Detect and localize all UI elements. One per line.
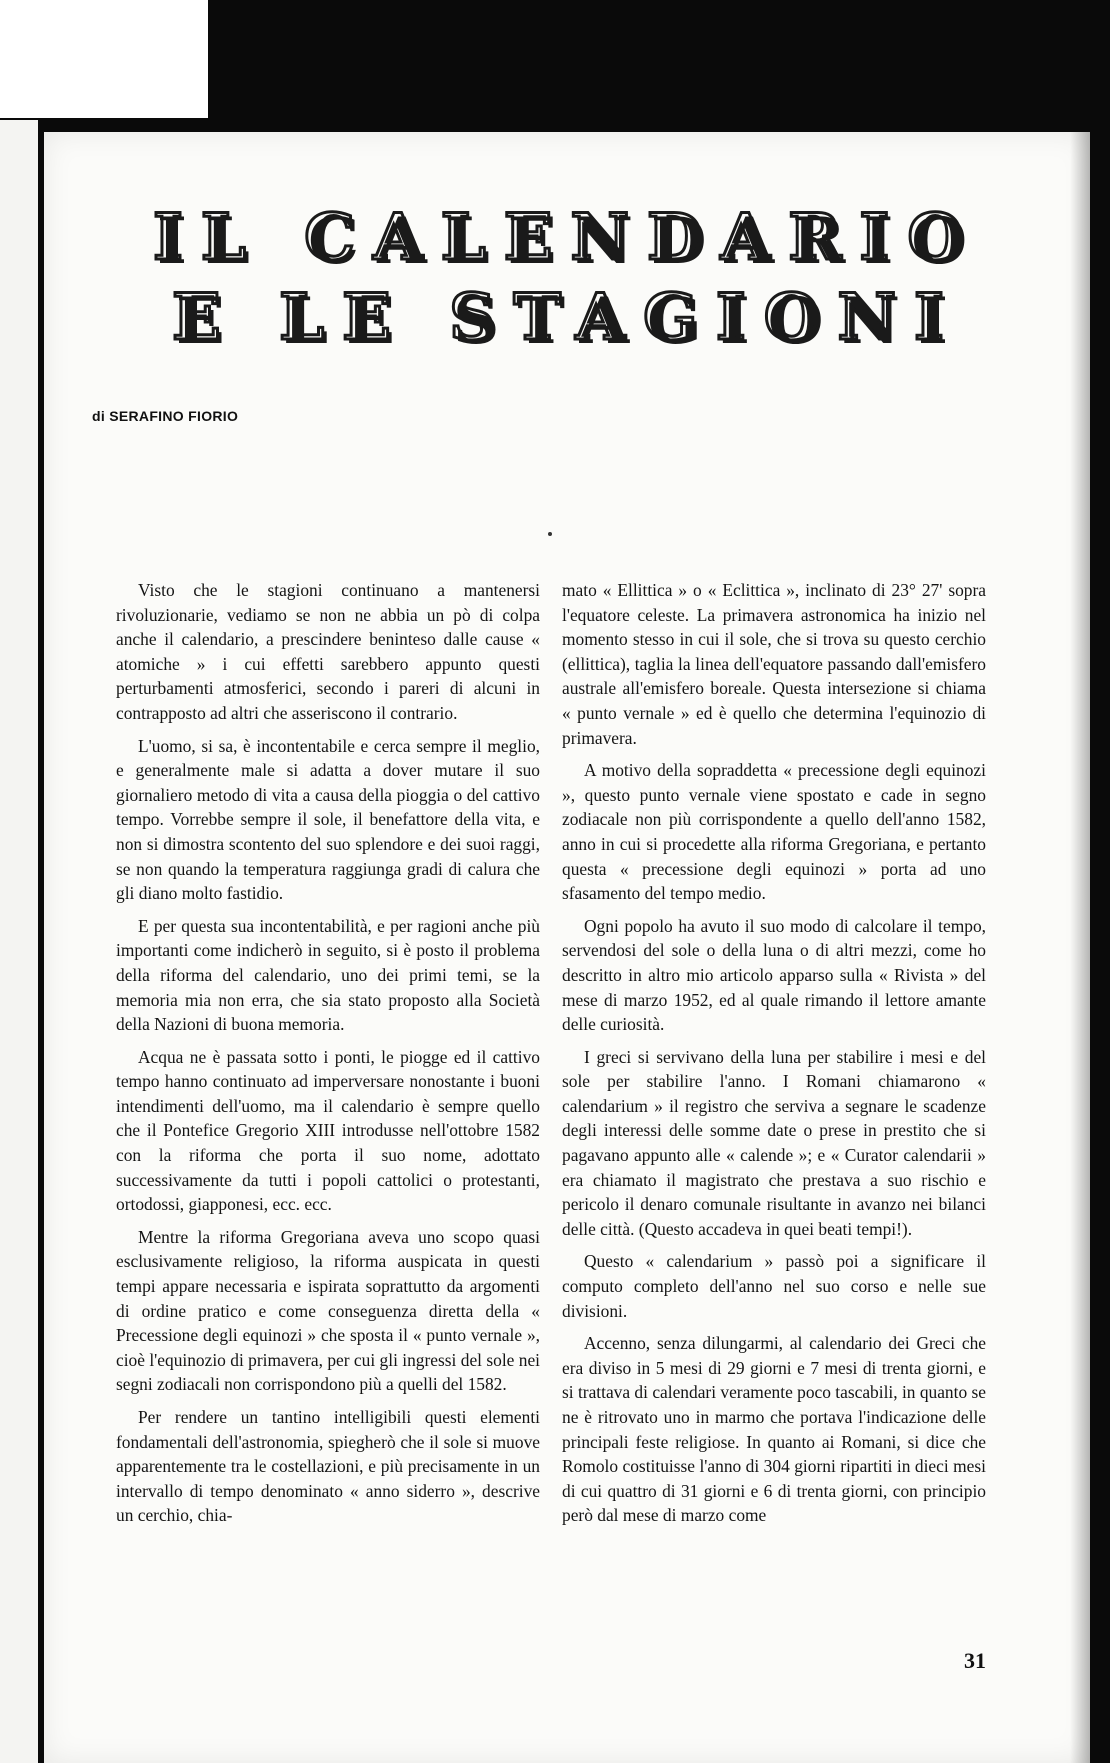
left-text-column: [116, 578, 540, 1536]
article-title-line-2: E LE STAGIONI: [172, 280, 962, 355]
paragraph: E per questa sua incontentabilità, e per ragioni anche più importanti come indicherò in seguito, si è posto il problema della riforma del calendario, uno dei primi temi, se la memoria mia non erra, che sia stato proposto alla Società della Nazioni di buona memoria.: [116, 915, 540, 1035]
paragraph: Questo « calendarium » passò poi a significare il computo completo dell'anno nel suo corso e nelle sue divisioni.: [562, 1251, 986, 1321]
ornament-dot: [548, 532, 552, 536]
page-edge-shadow: [1070, 132, 1090, 1763]
paragraph: Per rendere un tantino intelligibili questi elementi fondamentali dell'astronomia, spiegherò che il sole si muove apparentemente tra le costellazioni, e più precisamente in un intervallo di tempo denominato « anno siderro », descrive un cerchio, chia-: [116, 1407, 540, 1526]
paragraph: Visto che le stagioni continuano a mantenersi rivoluzionarie, vediamo se non ne abbia un pò di colpa anche il calendario, a prescindere beninteso dalle cause « atomiche » i cui effetti sarebbero appunto questi perturbamenti atmosferici, secondo i pareri di alcuni in contrapposto ad altri che asseriscono il contrario.: [116, 580, 540, 723]
article-byline: di SERAFINO FIORIO: [92, 408, 239, 424]
magazine-page: [44, 132, 1090, 1763]
paragraph: Mentre la riforma Gregoriana aveva uno scopo quasi esclusivamente religioso, la riforma auspicata in questi tempi appare necessaria e ispirata soprattutto da argomenti di ordine pratico e come conseguenza diretta della « Precessione degli equinozi » che sposta il « punto vernale », cioè l'equinozio di primavera, per cui gli ingressi del sole nei segni zodiacali non corrispondono più a quelli del 1582.: [116, 1226, 540, 1395]
scan-margin-top: [0, 0, 208, 118]
paragraph: L'uomo, si sa, è incontentabile e cerca sempre il meglio, e generalmente male si adatta a dover mutare il suo giornaliero metodo di vita a causa della pioggia o del cattivo tempo. Vorrebbe sempre il sole, il benefattore della vita, e non si dimostra scontento del suo splendore e dei suoi raggi, se non quando la temperatura raggiunga gradi di calura che gli diano molto fastidio.: [116, 735, 540, 904]
article-title-line-1: IL CALENDARIO: [152, 200, 982, 275]
paragraph: I greci si servivano della luna per stabilire i mesi e del sole per stabilire l'anno. I Romani chiamarono « calendarium » il registro che serviva a segnare le scadenze degli interessi delle somme date o prese in prestito che si pagavano appunto alle « calende »; e « Curator calendarii » era chiamato il magistrato che prestava a suo rischio e pericolo il denaro comunale risultante in avanzo nei bilanci delle città. (Questo accadeva in quei beati tempi!).: [562, 1046, 986, 1239]
page-number: 31: [964, 1648, 986, 1673]
paragraph: mato « Ellittica » o « Eclittica », inclinato di 23° 27' sopra l'equatore celeste. La primavera astronomica ha inizio nel momento stesso in cui il sole, che si trova su questo cerchio (ellittica), taglia la linea dell'equatore passando dall'emisfero australe all'emisfero boreale. Questa intersezione si chiama « punto vernale » ed è quello che determina l'equinozio di primavera.: [562, 580, 986, 748]
paragraph: A motivo della sopraddetta « precessione degli equinozi », questo punto vernale viene spostato e cade in segno zodiacale non più corrispondente a quello dell'anno 1582, anno in cui si procedette alla riforma Gregoriana, e pertanto questa « precessione degli equinozi » porta ad uno sfasamento del tempo medio.: [562, 760, 986, 904]
paragraph: Ogni popolo ha avuto il suo modo di calcolare il tempo, servendosi del sole o della luna o di altri mezzi, come ho descritto in altro mio articolo apparso sulla « Rivista » del mese di marzo 1952, ed al quale rimando il lettore amante delle curiosità.: [562, 915, 986, 1035]
right-text-column: [562, 578, 986, 1536]
paragraph: Acqua ne è passata sotto i ponti, le piogge ed il cattivo tempo hanno continuato ad imperversare nonostante i buoni intendimenti dell'uomo, ma il calendario è sempre quello che il Pontefice Gregorio XIII introdusse nell'ottobre 1582 con la riforma che porta il suo nome, adottato successivamente da tutti i popoli cattolici o protestanti, ortodossi, giapponesi, ecc. ecc.: [116, 1046, 540, 1215]
paragraph: Accenno, senza dilungarmi, al calendario dei Greci che era diviso in 5 mesi di 29 giorni e 7 mesi di trenta giorni, e si trattava di calendari veramente poco tascabili, in quanto se ne è ritrovato uno in marmo che portava l'indicazione delle principali feste religiose. In quanto ai Romani, si dice che Romolo costituisse l'anno di 304 giorni ripartiti in dieci mesi di cui quattro di 31 giorni e 6 di trenta giorni, con principio però dal mese di marzo come: [562, 1333, 986, 1526]
scan-facing-page-edge: [0, 120, 38, 1763]
